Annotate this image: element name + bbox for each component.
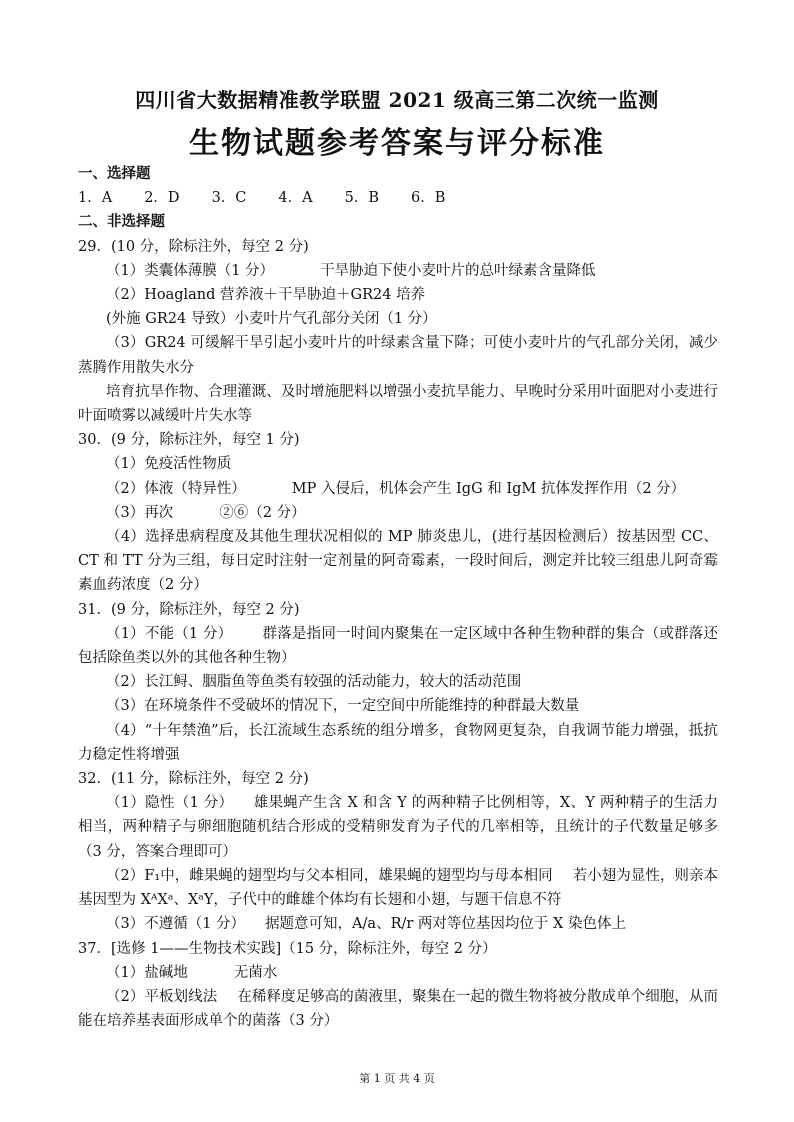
answer-content bbox=[78, 162, 718, 1033]
section-nonchoice-heading: 二、非选择题 bbox=[78, 214, 165, 231]
q32-answer-3: （3）不遵循（1 分） 据题意可知，A/a、R/r 两对等位基因均位于 X 染色体上 bbox=[106, 916, 626, 933]
q29-heading: 29．(10 分，除标注外，每空 2 分) bbox=[78, 238, 309, 255]
answer-5: 5．B bbox=[344, 190, 379, 207]
choice-answers bbox=[78, 186, 718, 210]
q29-answer-2b: (外施 GR24 导致）小麦叶片气孔部分关闭（1 分） bbox=[106, 311, 437, 328]
q29-answer-2: （2）Hoagland 营养液＋干旱胁迫＋GR24 培养 bbox=[106, 287, 426, 304]
document-title: 生物试题参考答案与评分标准 bbox=[189, 126, 605, 161]
q37-heading: 37．[选修 1——生物技术实践]（15 分，除标注外，每空 2 分） bbox=[78, 940, 497, 957]
q30-heading: 30．(9 分，除标注外，每空 1 分) bbox=[78, 432, 300, 449]
q31-answer-2: （2）长江鲟、胭脂鱼等鱼类有较强的活动能力，较大的活动范围 bbox=[106, 674, 522, 691]
q29-answer-3: （3）GR24 可缓解干旱引起小麦叶片的叶绿素含量下降；可使小麦叶片的气孔部分关闭，减少蒸腾作用散失水分 bbox=[78, 335, 718, 376]
q32-answer-1: （1）隐性（1 分） 雄果蝇产生含 X 和含 Y 的两种精子比例相等，X、Y 两种精子的生活力相当，两种精子与卵细胞随机结合形成的受精卵发育为子代的几率相等，且统计的子代数量足够多（3 分，答案合理即可） bbox=[78, 795, 718, 860]
q37-answer-1: （1）盐碱地 无菌水 bbox=[106, 964, 278, 981]
q29-answer-3b: 培育抗旱作物、合理灌溉、及时增施肥料以增强小麦抗旱能力、早晚时分采用叶面肥对小麦进行叶面喷雾以减缓叶片失水等 bbox=[78, 383, 718, 425]
q29-answer-1: （1）类囊体薄膜（1 分） 干旱胁迫下使小麦叶片的总叶绿素含量降低 bbox=[106, 262, 596, 279]
q32-answer-2: （2）F₁中，雌果蝇的翅型均与父本相同，雄果蝇的翅型均与母本相同 若小翅为显性，则亲本基因型为 XᴬXᵃ、XᵃY，子代中的雌雄个体均有长翅和小翅，与题干信息不符 bbox=[78, 867, 718, 909]
exam-title: 四川省大数据精准教学联盟 2021 级高三第二次统一监测 bbox=[135, 88, 659, 112]
q31-answer-4: （4）“十年禁渔”后，长江流域生态系统的组分增多，食物网更复杂，自我调节能力增强，抵抗力稳定性将增强 bbox=[78, 722, 718, 763]
answer-1: 1．A bbox=[78, 190, 113, 207]
q31-heading: 31．(9 分，除标注外，每空 2 分) bbox=[78, 601, 300, 618]
q32-heading: 32．(11 分，除标注外，每空 2 分) bbox=[78, 771, 309, 788]
section-choice-heading: 一、选择题 bbox=[78, 166, 151, 182]
q31-answer-1: （1）不能（1 分） 群落是指同一时间内聚集在一定区域中各种生物种群的集合（或群落还包括除鱼类以外的其他各种生物） bbox=[78, 625, 719, 667]
q30-answer-3: （3）再次 ②⑥（2 分） bbox=[106, 504, 306, 521]
q30-answer-2: （2）体液（特异性） MP 入侵后，机体会产生 IgG 和 IgM 抗体发挥作用（2 分） bbox=[106, 480, 686, 497]
answer-2: 2．D bbox=[144, 190, 180, 207]
answer-4: 4．A bbox=[278, 190, 313, 207]
q30-answer-1: （1）免疫活性物质 bbox=[106, 456, 232, 473]
answer-3: 3．C bbox=[211, 190, 247, 207]
q37-answer-2: （2）平板划线法 在稀释度足够高的菌液里，聚集在一起的微生物将被分散成单个细胞，从而能在培养基表面形成单个的菌落（3 分） bbox=[78, 988, 718, 1030]
answer-6: 6．B bbox=[410, 190, 446, 207]
q30-answer-4: （4）选择患病程度及其他生理状况相似的 MP 肺炎患儿，(进行基因检测后）按基因型 CC、CT 和 TT 分为三组，每日定时注射一定剂量的阿奇霉素，一段时间后，测定并比较三组患儿阿奇霉素血药浓度（2 分） bbox=[78, 529, 718, 594]
page-number: 第 1 页 共 4 页 bbox=[359, 1072, 435, 1085]
q31-answer-3: （3）在环境条件不受破坏的情况下，一定空间中所能维持的种群最大数量 bbox=[106, 698, 580, 715]
